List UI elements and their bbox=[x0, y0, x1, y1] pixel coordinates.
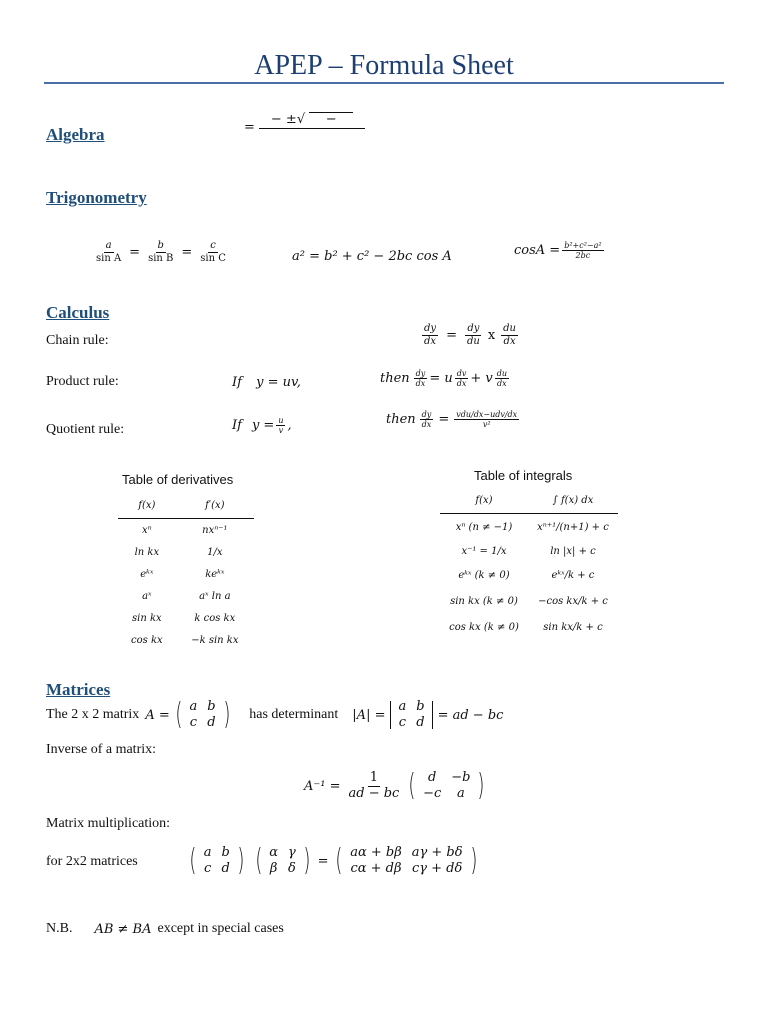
inverse-formula: A⁻¹ = $\frac{1}{ad - bc}$ ( d −b −c a ) bbox=[304, 770, 490, 802]
multiplication-label: Matrix multiplication: bbox=[46, 816, 171, 831]
table-row: cos kx −k sin kx bbox=[131, 634, 239, 646]
quadratic-formula bbox=[244, 112, 367, 144]
matrix-a: ( a b c d ) bbox=[175, 697, 230, 732]
calculus-heading: Calculus bbox=[46, 303, 110, 322]
table-row: eᵏˣ keᵏˣ bbox=[140, 568, 225, 580]
integrals-table-title: Table of integrals bbox=[474, 468, 573, 483]
multiplication-for-label: for 2x2 matrices bbox=[46, 854, 138, 869]
determinant-bars: a b c d bbox=[388, 699, 434, 731]
matrix-determinant-line: The 2 x 2 matrix A = ( a b c d ) has determinant |A| = a b c d = ad − bc bbox=[46, 697, 504, 732]
table-row: x⁻¹ = 1/x ln |x| + c bbox=[461, 545, 596, 557]
integrals-header-integral: ∫ f(x) dx bbox=[528, 487, 618, 514]
product-rule-if: If y = uv, bbox=[232, 375, 301, 390]
table-row: ln kx 1/x bbox=[134, 546, 223, 558]
quotient-rule-label: Quotient rule: bbox=[46, 422, 125, 437]
derivatives-table bbox=[118, 492, 254, 651]
inverse-label: Inverse of a matrix: bbox=[46, 742, 157, 757]
table-row: sin kx k cos kx bbox=[132, 612, 236, 624]
page-title: APEP – Formula Sheet bbox=[254, 50, 514, 81]
derivatives-table-title: Table of derivatives bbox=[122, 472, 234, 487]
inverse-matrix: ( d −b −c a ) bbox=[408, 768, 485, 803]
quotient-rule-formula: then $\frac{dy}{dx}$ = $\frac{\text{vdu/dx−udv/dx}}{\text{v²}}$ bbox=[386, 410, 518, 430]
multiplication-formula: ( a b c d ) ( α γ β δ ) = ( aα + bβ aγ + bδ cα + dβ cγ + dδ ) bbox=[184, 845, 482, 877]
table-row: cos kx (k ≠ 0) sin kx/k + c bbox=[449, 621, 603, 633]
sine-rule: $\frac{a}{\text{sin A}}$ = $\frac{b}{\text{sin B}}$ = $\frac{c}{\text{sin C}}$ bbox=[96, 240, 226, 264]
matrix-product: ( aα + bβ aγ + bδ cα + dβ cγ + dδ ) bbox=[335, 843, 477, 878]
quadratic-numerator: − ±√ bbox=[270, 112, 306, 127]
integrals-table bbox=[440, 487, 618, 640]
matrix-left: ( a b c d ) bbox=[189, 843, 245, 878]
cos-a-formula: cosA = $\frac{\text{b²+c²−a²}}{2bc}$ bbox=[514, 241, 602, 261]
derivatives-header-fx: f(x) bbox=[118, 492, 176, 519]
table-row: xⁿ nxⁿ⁻¹ bbox=[141, 524, 228, 536]
table-row: eᵏˣ (k ≠ 0) eᵏˣ/k + c bbox=[458, 569, 595, 581]
quadratic-eq: = bbox=[244, 120, 255, 136]
algebra-heading: Algebra bbox=[46, 125, 105, 144]
matrix-right: ( α γ β δ ) bbox=[254, 843, 311, 878]
cosine-rule: a² = b² + c² − 2bc cos A bbox=[292, 249, 452, 264]
quadratic-root: − bbox=[309, 112, 353, 128]
table-row: xⁿ (n ≠ −1) xⁿ⁺¹/(n+1) + c bbox=[455, 521, 609, 533]
table-row: aˣ aˣ ln a bbox=[142, 590, 231, 602]
integrals-header-fx: f(x) bbox=[440, 487, 528, 514]
trigonometry-heading: Trigonometry bbox=[46, 188, 147, 207]
derivatives-header-fpx: f′(x) bbox=[176, 492, 254, 519]
table-row: sin kx (k ≠ 0) −cos kx/k + c bbox=[450, 595, 608, 607]
chain-rule-label: Chain rule: bbox=[46, 333, 109, 348]
quotient-rule-if: If y = $\frac{u}{v}$ , bbox=[232, 416, 292, 436]
matrices-heading: Matrices bbox=[46, 680, 111, 699]
title-divider bbox=[44, 82, 724, 84]
product-rule-formula: then $\frac{dy}{dx}$ = u $\frac{dv}{dx}$ + v $\frac{du}{dx}$ bbox=[380, 369, 508, 389]
chain-rule-formula: $\frac{dy}{dx}$ = $\frac{dy}{du}$ x $\frac{du}{dx}$ bbox=[424, 323, 516, 347]
product-rule-label: Product rule: bbox=[46, 374, 119, 389]
nb-note: N.B. AB ≠ BA except in special cases bbox=[46, 921, 284, 937]
